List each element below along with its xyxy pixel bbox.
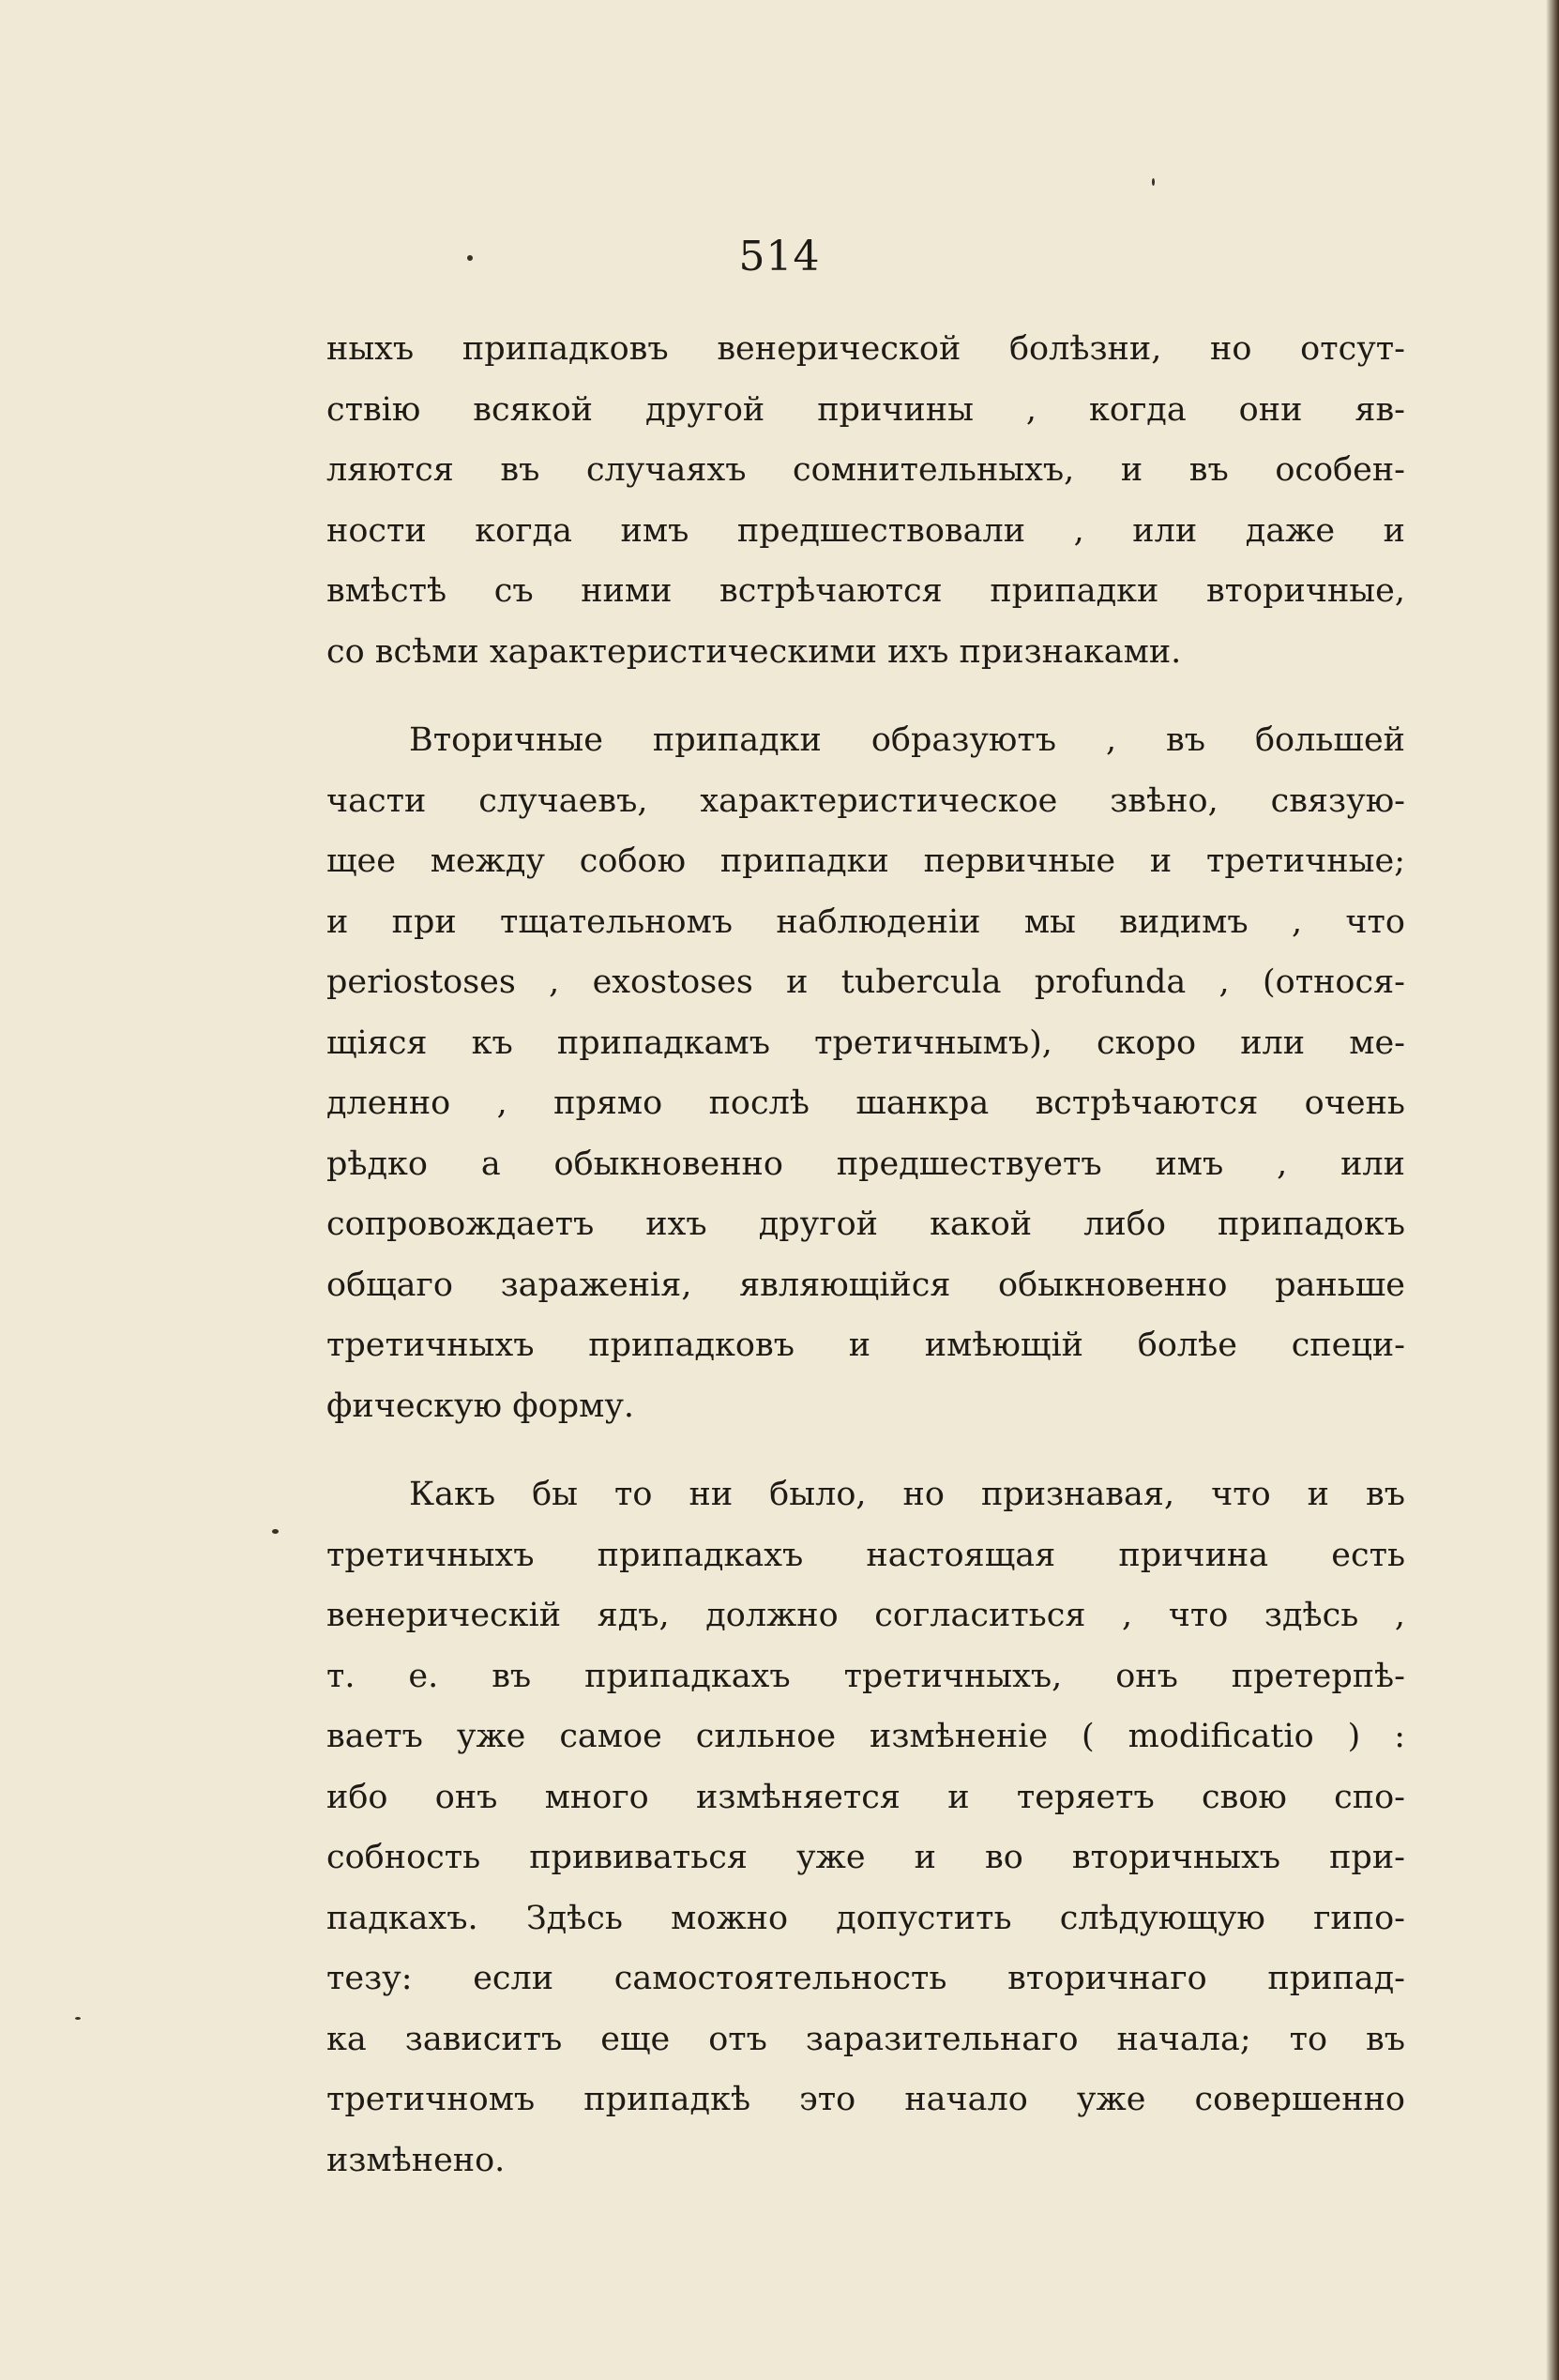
text-line: и при тщательномъ наблюденіи мы видимъ , что	[326, 902, 1405, 941]
text-line: фическую форму.	[326, 1387, 635, 1425]
body-text	[326, 319, 1405, 2219]
ink-speck	[272, 1529, 279, 1534]
text-line: тезу: если самостоятельность вторичнаго припад-	[326, 1960, 1405, 1997]
text-line: Какъ бы то ни было, но признавая, что и въ	[409, 1476, 1405, 1513]
text-line: общаго зараженія, являющійся обыкновенно раньше	[326, 1266, 1405, 1304]
ink-speck	[75, 2017, 81, 2020]
text-line: измѣнено.	[326, 2141, 506, 2179]
text-line: вмѣстѣ съ ними встрѣчаются припадки вторичные,	[326, 572, 1405, 610]
text-line: ваетъ уже самое сильное измѣненіе ( modificatio ) :	[326, 1718, 1405, 1755]
text-line: третичныхъ припадковъ и имѣющій болѣе специ-	[326, 1326, 1405, 1364]
paragraph-1	[326, 319, 1405, 682]
text-line: ныхъ припадковъ венерической болѣзни, но отсут-	[326, 330, 1405, 368]
text-line: падкахъ. Здѣсь можно допустить слѣдующую гипо-	[326, 1899, 1405, 1937]
text-line: со всѣми характеристическими ихъ признаками.	[326, 632, 1182, 671]
ink-speck	[1152, 178, 1155, 186]
text-line: третичныхъ припадкахъ настоящая причина есть	[326, 1536, 1405, 1574]
text-line: щее между собою припадки первичные и третичные;	[326, 842, 1405, 880]
text-line: т. е. въ припадкахъ третичныхъ, онъ претерпѣ-	[326, 1657, 1405, 1695]
text-line: рѣдко а обыкновенно предшествуетъ имъ , или	[326, 1145, 1405, 1183]
text-line: ляются въ случаяхъ сомнительныхъ, и въ особен-	[326, 451, 1405, 489]
text-line: Вторичные припадки образуютъ , въ большей	[409, 721, 1405, 759]
text-line: сопровождаетъ ихъ другой какой либо припадокъ	[326, 1205, 1405, 1243]
text-line: третичномъ припадкѣ это начало уже совершенно	[326, 2081, 1405, 2118]
text-line: части случаевъ, характеристическое звѣно, связую-	[326, 781, 1405, 820]
text-line: ибо онъ много измѣняется и теряетъ свою спо-	[326, 1778, 1405, 1816]
paragraph-2	[326, 710, 1405, 1436]
paragraph-3	[326, 1464, 1405, 2191]
text-line: ка зависитъ еще отъ заразительнаго начала; то въ	[326, 2020, 1405, 2058]
text-line: дленно , прямо послѣ шанкра встрѣчаются очень	[326, 1084, 1405, 1122]
text-line: periostoses , exostoses и tubercula profunda , (относя-	[326, 963, 1405, 1001]
text-line: собность прививаться уже и во вторичныхъ при-	[326, 1839, 1405, 1876]
text-line: щіяся къ припадкамъ третичнымъ), скоро или ме-	[326, 1023, 1405, 1062]
text-line: ствію всякой другой причины , когда они яв-	[326, 390, 1405, 429]
text-line: ности когда имъ предшествовали , или даже и	[326, 511, 1405, 550]
text-line: венерическій ядъ, должно согласиться , что здѣсь ,	[326, 1597, 1405, 1634]
page-number: 514	[738, 233, 821, 280]
